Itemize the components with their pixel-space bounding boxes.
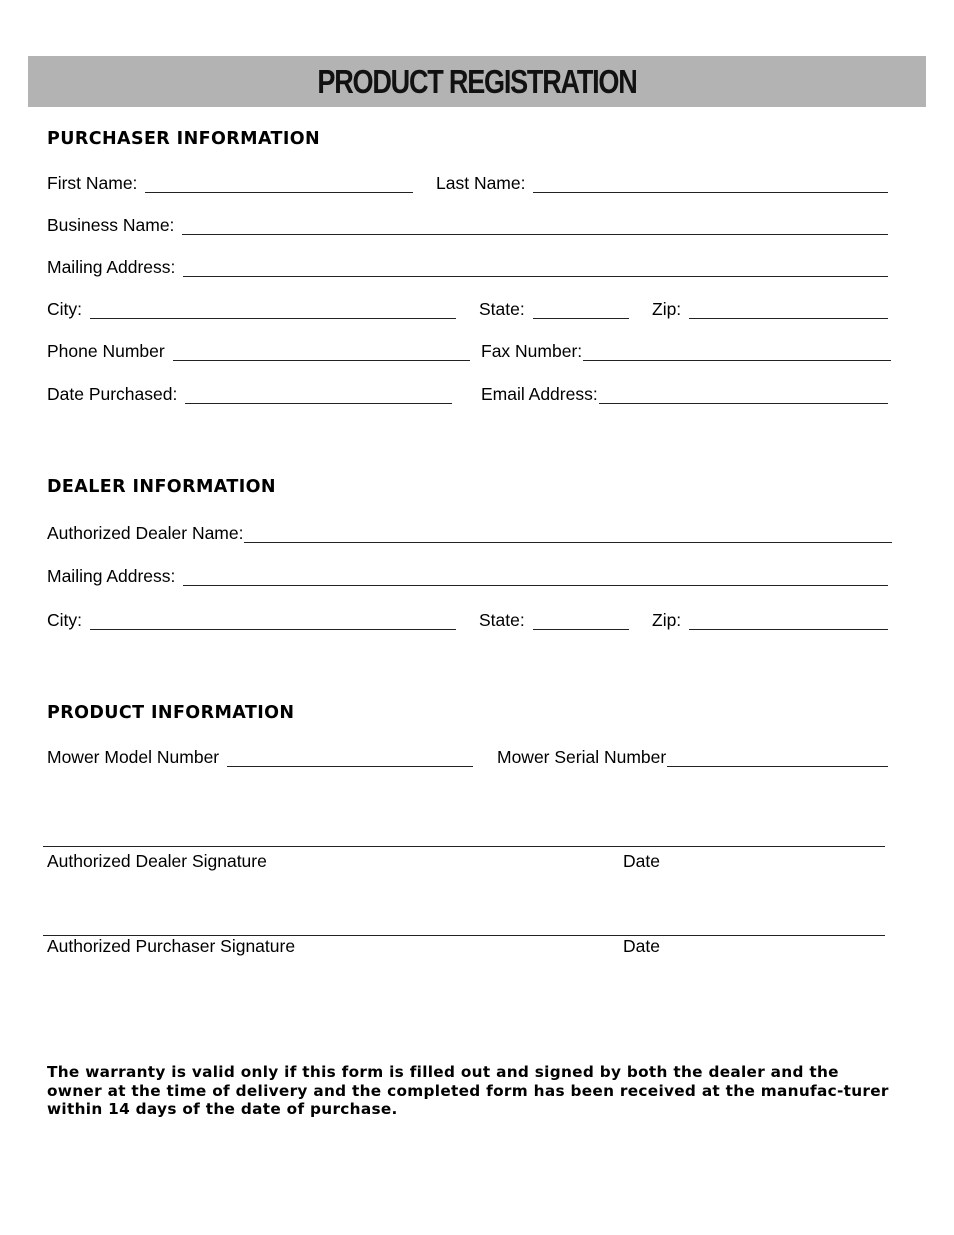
mailing-address-line[interactable] bbox=[183, 258, 888, 277]
last-name-label: Last Name: bbox=[436, 173, 526, 193]
model-number-field[interactable] bbox=[47, 745, 473, 767]
dealer-signature-label: Authorized Dealer Signature bbox=[47, 851, 267, 871]
dealer-state-field[interactable] bbox=[479, 608, 629, 630]
row-dealer-mailing bbox=[0, 564, 954, 588]
last-name-line[interactable] bbox=[533, 174, 888, 193]
row-phone bbox=[0, 339, 954, 363]
zip-line[interactable] bbox=[689, 300, 888, 319]
purchaser-heading: PURCHASER INFORMATION bbox=[47, 129, 321, 149]
row-date bbox=[0, 382, 954, 406]
first-name-field[interactable] bbox=[47, 171, 413, 193]
product-heading: PRODUCT INFORMATION bbox=[47, 703, 295, 723]
phone-field[interactable] bbox=[47, 339, 470, 361]
model-number-line[interactable] bbox=[227, 748, 473, 767]
last-name-field[interactable] bbox=[436, 171, 888, 193]
row-business bbox=[0, 213, 954, 237]
model-number-label: Mower Model Number bbox=[47, 747, 220, 767]
email-field[interactable] bbox=[481, 382, 888, 404]
city-label: City: bbox=[47, 299, 82, 319]
dealer-state-line[interactable] bbox=[533, 611, 629, 630]
dealer-zip-line[interactable] bbox=[689, 611, 888, 630]
first-name-label: First Name: bbox=[47, 173, 138, 193]
dealer-mailing-address-label: Mailing Address: bbox=[47, 566, 176, 586]
serial-number-field[interactable] bbox=[497, 745, 888, 767]
city-field[interactable] bbox=[47, 297, 456, 319]
serial-number-line[interactable] bbox=[667, 748, 888, 767]
dealer-date-label: Date bbox=[623, 851, 660, 871]
date-purchased-line[interactable] bbox=[185, 385, 452, 404]
state-line[interactable] bbox=[533, 300, 629, 319]
fax-line[interactable] bbox=[583, 342, 891, 361]
row-name bbox=[0, 171, 954, 195]
dealer-name-field[interactable] bbox=[47, 521, 892, 543]
row-dealer-name bbox=[0, 521, 954, 545]
serial-number-label: Mower Serial Number bbox=[497, 747, 667, 767]
phone-label: Phone Number bbox=[47, 341, 165, 361]
email-line[interactable] bbox=[599, 385, 888, 404]
purchaser-date-label: Date bbox=[623, 936, 660, 956]
state-label: State: bbox=[479, 299, 525, 319]
business-name-field[interactable] bbox=[47, 213, 888, 235]
mailing-address-field[interactable] bbox=[47, 255, 888, 277]
state-field[interactable] bbox=[479, 297, 629, 319]
row-mailing bbox=[0, 255, 954, 279]
city-line[interactable] bbox=[90, 300, 456, 319]
date-purchased-label: Date Purchased: bbox=[47, 384, 178, 404]
dealer-mailing-address-field[interactable] bbox=[47, 564, 888, 586]
dealer-heading: DEALER INFORMATION bbox=[47, 477, 276, 497]
dealer-city-label: City: bbox=[47, 610, 82, 630]
dealer-city-line[interactable] bbox=[90, 611, 456, 630]
dealer-zip-field[interactable] bbox=[652, 608, 888, 630]
phone-line[interactable] bbox=[173, 342, 470, 361]
page-title: PRODUCT REGISTRATION bbox=[317, 63, 637, 100]
row-product bbox=[0, 745, 954, 769]
dealer-signature-line[interactable] bbox=[43, 846, 885, 847]
row-city bbox=[0, 297, 954, 321]
dealer-mailing-address-line[interactable] bbox=[183, 567, 888, 586]
zip-field[interactable] bbox=[652, 297, 888, 319]
dealer-name-label: Authorized Dealer Name: bbox=[47, 523, 244, 543]
fax-label: Fax Number: bbox=[481, 341, 583, 361]
email-label: Email Address: bbox=[481, 384, 598, 404]
mailing-address-label: Mailing Address: bbox=[47, 257, 176, 277]
row-dealer-city bbox=[0, 608, 954, 632]
zip-label: Zip: bbox=[652, 299, 682, 319]
purchaser-signature-label: Authorized Purchaser Signature bbox=[47, 936, 296, 956]
business-name-label: Business Name: bbox=[47, 215, 175, 235]
dealer-state-label: State: bbox=[479, 610, 525, 630]
dealer-city-field[interactable] bbox=[47, 608, 456, 630]
fax-field[interactable] bbox=[481, 339, 891, 361]
date-purchased-field[interactable] bbox=[47, 382, 452, 404]
first-name-line[interactable] bbox=[145, 174, 413, 193]
title-bar bbox=[28, 56, 926, 107]
business-name-line[interactable] bbox=[182, 216, 888, 235]
dealer-zip-label: Zip: bbox=[652, 610, 682, 630]
warranty-notice: The warranty is valid only if this form is filled out and signed by both the dealer and the owner at the time of delivery and the completed form has been received at the manufac-turer within 14 days of the date of purchase. bbox=[47, 1063, 889, 1118]
dealer-name-line[interactable] bbox=[244, 524, 892, 543]
